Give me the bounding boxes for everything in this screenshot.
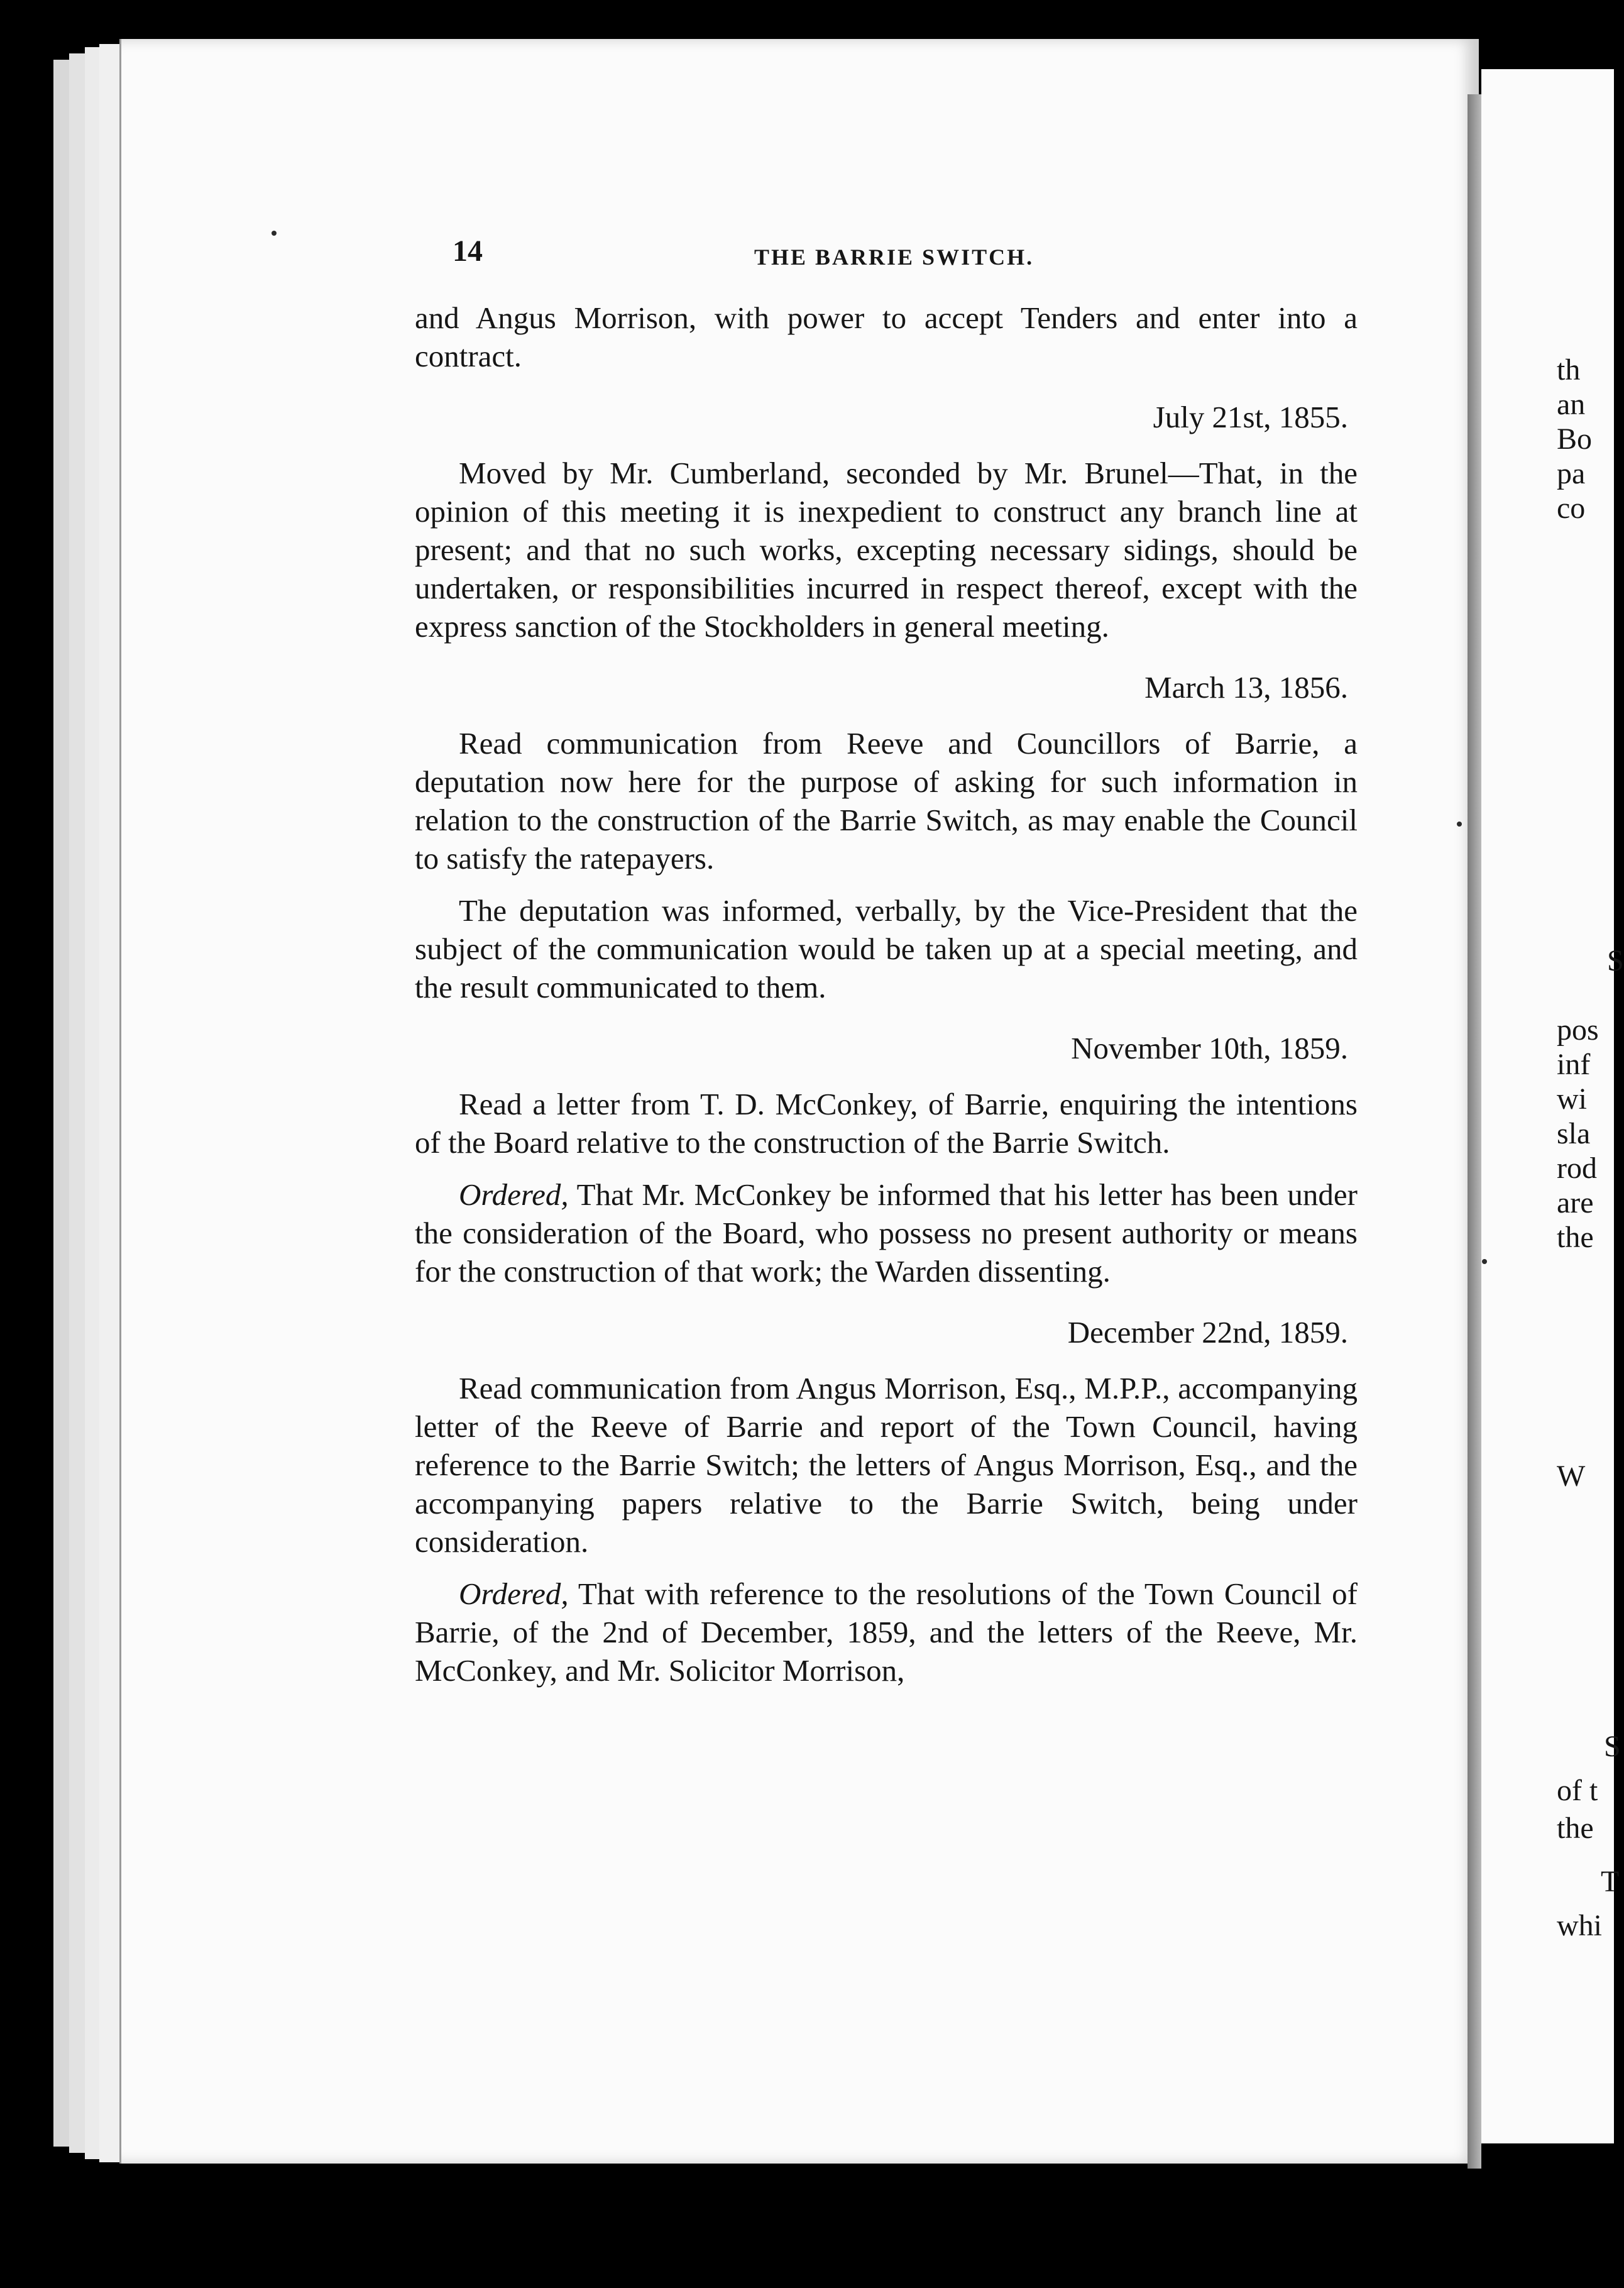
page-speck [1457, 822, 1462, 827]
page-body [415, 299, 1358, 1690]
paragraph [415, 1175, 1358, 1290]
facing-page-fragment: co [1557, 492, 1586, 525]
facing-page-fragment: sla [1557, 1117, 1591, 1150]
ordered-label: Ordered, [459, 1177, 569, 1212]
page-speck [1482, 1259, 1487, 1264]
dateline: December 22nd, 1859. [1067, 1315, 1348, 1350]
facing-page-fragment: T [1601, 1865, 1620, 1898]
paragraph: Moved by Mr. Cumberland, seconded by Mr. Brunel—That, in the opinion of this meeting it is inexpedient to construct any branch line at present; and that no such works, excepting necessary sidings, should be undertaken, or responsibilities incurred in respect thereof, except with the express sanction of the Stockholders in general meeting. [415, 456, 1358, 644]
facing-page-fragment: whi [1557, 1909, 1602, 1942]
facing-page-fragment: S [1604, 1730, 1621, 1763]
facing-page-fragment: are [1557, 1186, 1594, 1219]
facing-page-fragment: S [1607, 944, 1624, 977]
paragraph-text: That Mr. McConkey be informed that his letter has been under the consideration of the Board, who possess no present authority or means for the construction of that work; the Warden dissenting. [415, 1177, 1358, 1289]
dateline: March 13, 1856. [1144, 670, 1348, 705]
dateline: July 21st, 1855. [1153, 400, 1348, 434]
facing-page-fragment: of t [1557, 1774, 1598, 1807]
facing-page-fragment: W [1557, 1460, 1586, 1493]
ordered-label: Ordered, [459, 1576, 569, 1611]
facing-page-fragment: the [1557, 1221, 1594, 1254]
paragraph [415, 1575, 1358, 1690]
page-speck [272, 231, 277, 236]
facing-page-fragment: pos [1557, 1013, 1599, 1047]
paragraph-text: That with reference to the resolutions of the Town Council of Barrie, of the 2nd of December, 1859, and the letters of the Reeve, Mr. McConkey, and Mr. Solicitor Morrison, [415, 1576, 1358, 1688]
running-head [333, 234, 1307, 278]
paragraph: The deputation was informed, verbally, by the Vice-President that the subject of the communication would be taken up at a special meeting, and the result communicated to them. [415, 893, 1358, 1004]
facing-page [1481, 69, 1624, 2143]
running-title: THE BARRIE SWITCH. [754, 245, 1034, 270]
paragraph: and Angus Morrison, with power to accept Tenders and enter into a contract. [415, 300, 1358, 373]
paragraph: Read communication from Reeve and Councillors of Barrie, a deputation now here for the purpose of asking for such information in relation to the construction of the Barrie Switch, as may enable the Council to satisfy the ratepayers. [415, 726, 1358, 876]
facing-page-fragment: Bo [1557, 422, 1593, 456]
facing-page-fragment: pa [1557, 457, 1586, 490]
paragraph: Read a letter from T. D. McConkey, of Barrie, enquiring the intentions of the Board relative to the construction of the Barrie Switch. [415, 1087, 1358, 1160]
book-gutter [1468, 94, 1481, 2169]
facing-page-fragment: wi [1557, 1082, 1587, 1116]
dateline: November 10th, 1859. [1071, 1031, 1348, 1065]
facing-page-fragment: the [1557, 1812, 1594, 1845]
paragraph: Read communication from Angus Morrison, Esq., M.P.P., accompanying letter of the Reeve of Barrie and report of the Town Council, having reference to the Barrie Switch; the letters of Angus Morrison, Esq., and the accompanying papers relative to the Barrie Switch, being under consideration. [415, 1371, 1358, 1559]
facing-page-fragment: inf [1557, 1048, 1591, 1081]
facing-page-fragment: rod [1557, 1152, 1597, 1185]
facing-page-fragment: th [1557, 353, 1581, 387]
page-number: 14 [453, 234, 483, 268]
facing-page-fragment: an [1557, 388, 1586, 421]
